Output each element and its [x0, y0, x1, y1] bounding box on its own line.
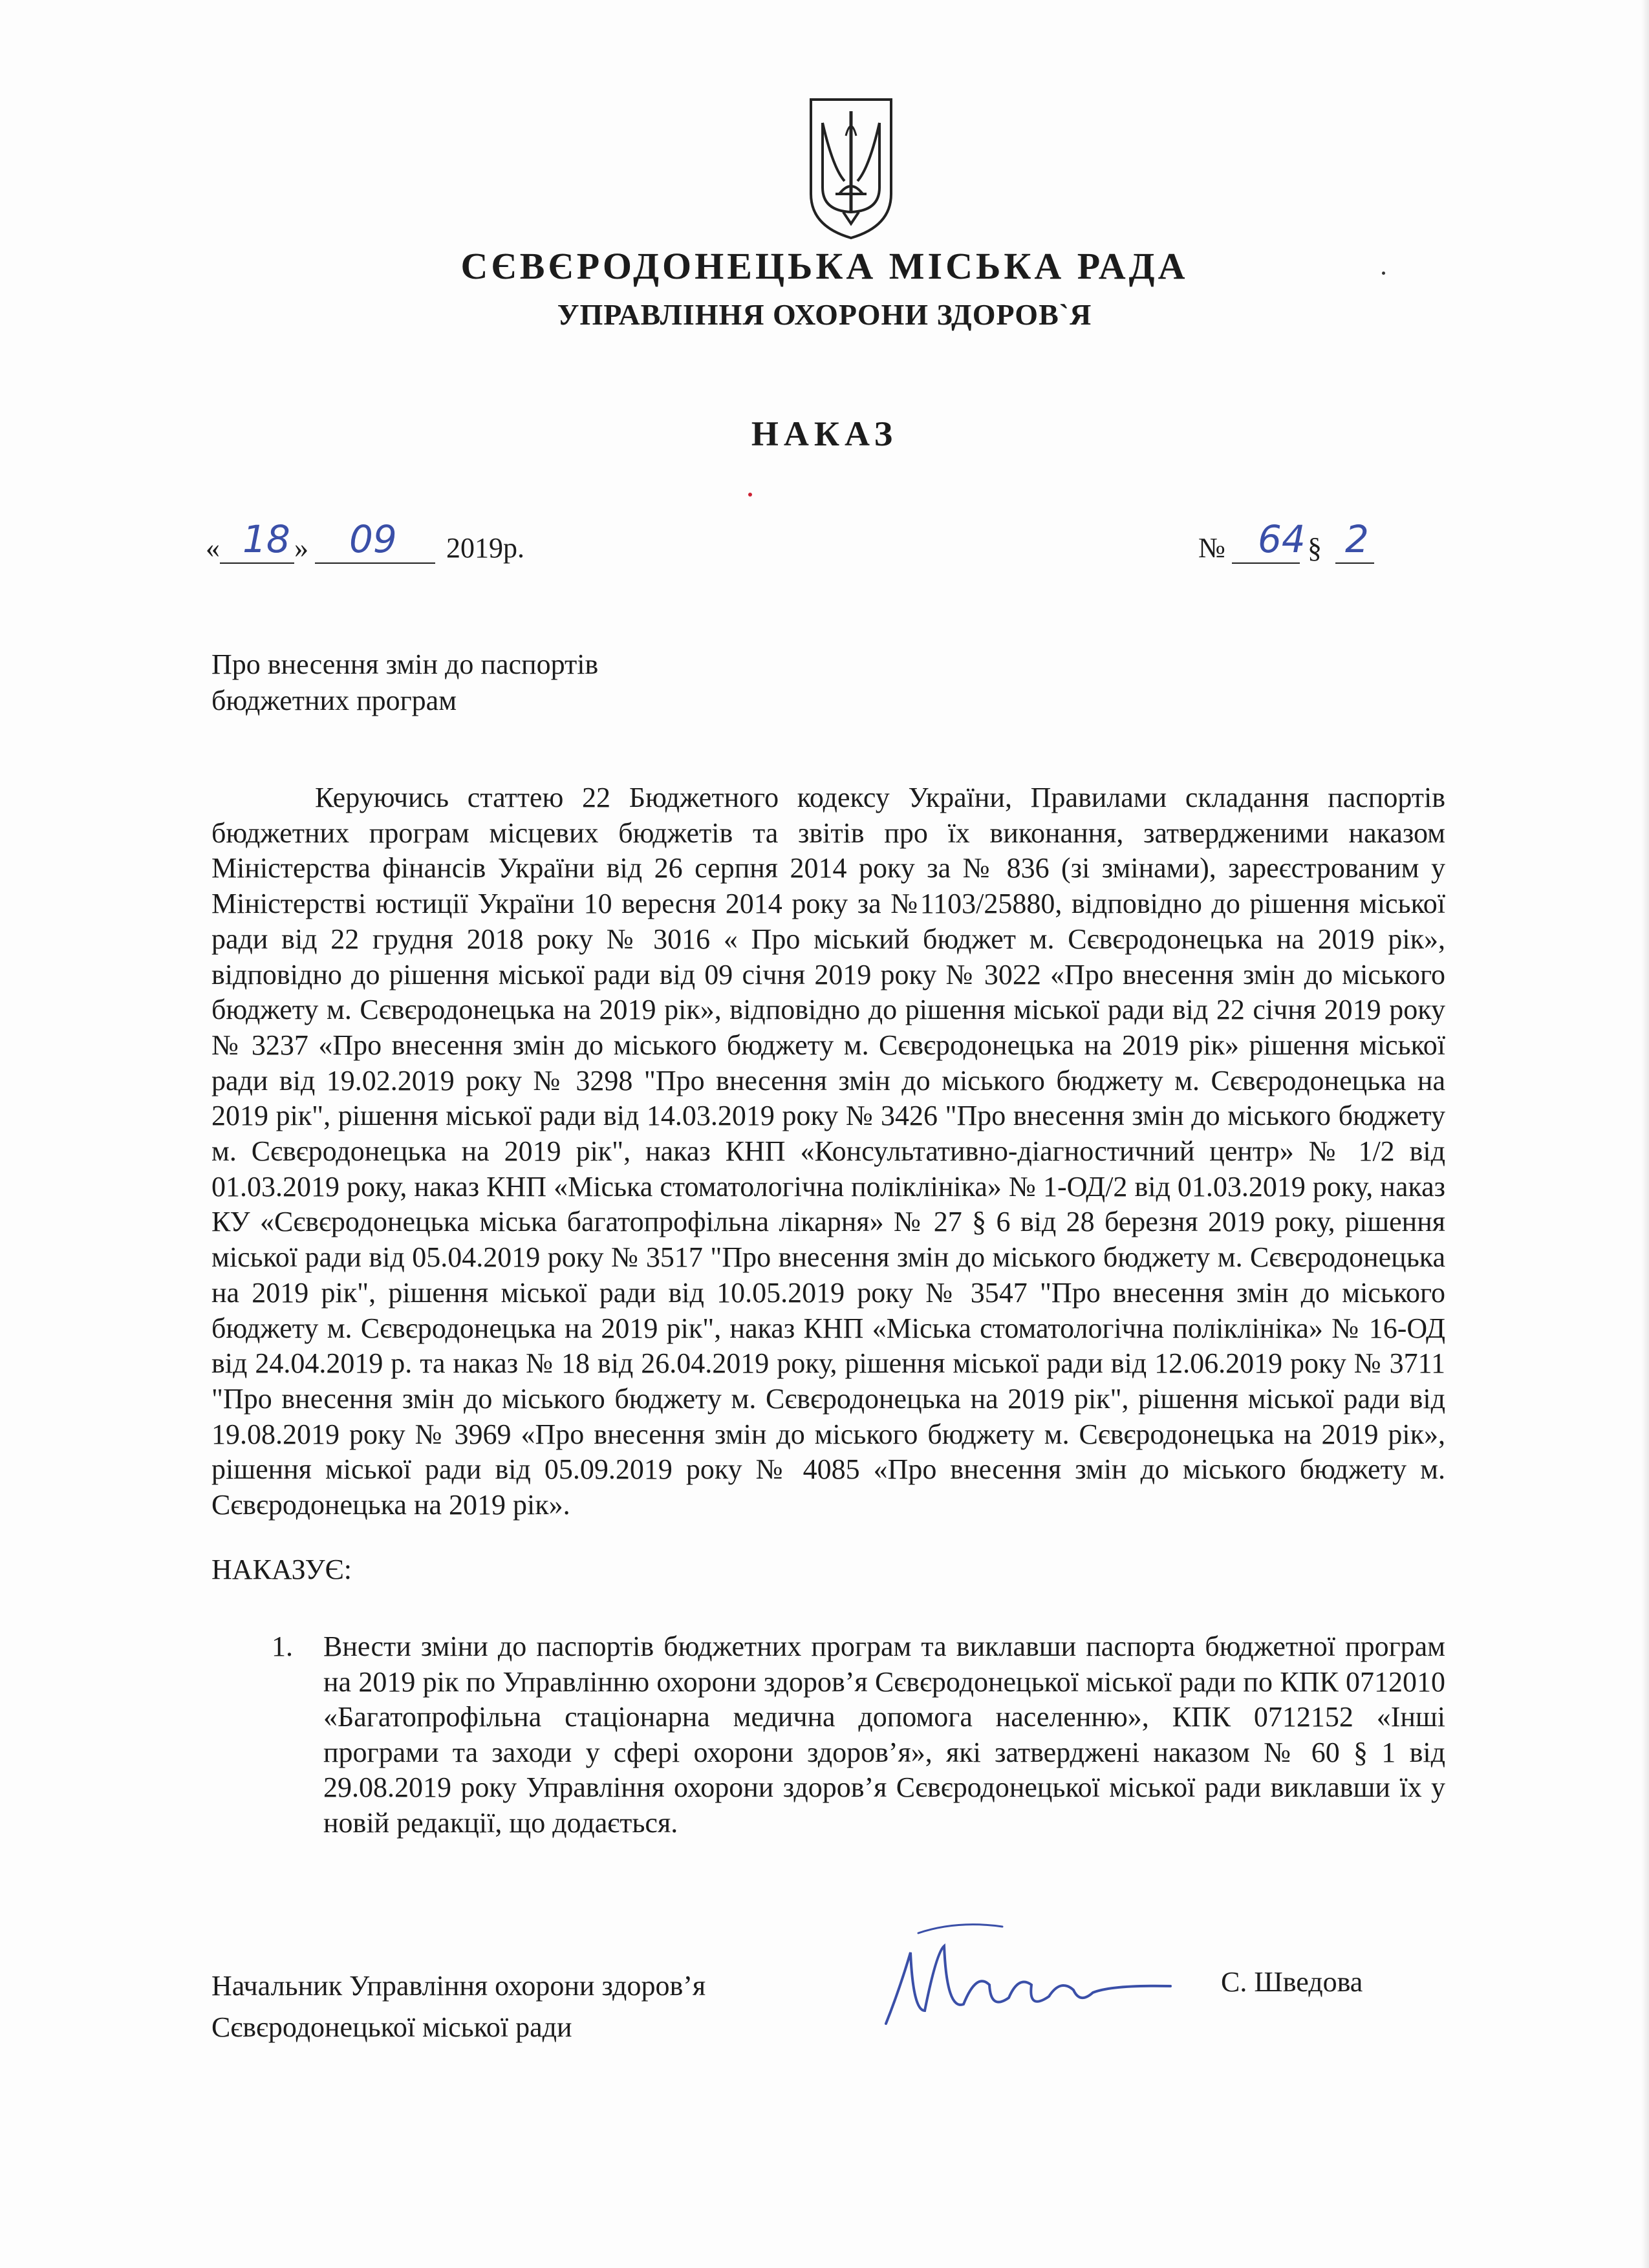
order-label: НАКАЗУЄ: [211, 1554, 352, 1585]
document-type: НАКАЗ [751, 414, 898, 453]
order-number-underline [1232, 562, 1300, 564]
section-number-underline [1335, 562, 1374, 564]
date-day-handwritten: 18 [242, 517, 290, 561]
order-item [272, 1629, 1445, 1841]
order-item-text: Внести зміни до паспортів бюджетних програм та виклавши паспорта бюджетної програм на 2019 рік по Управлінню охорони здоров’я Сєвєродонецької міської ради по КПК 0712010 «Багатопрофільна стаціонарна медична допомога населенню», КПК 0712152 «Інші програми та заходи у сфері охорони здоров’я», які затверджені наказом № 60 § 1 від 29.08.2019 року Управління охорони здоров’я Сєвєродонецької міської ради виклавши їх у новій редакції, що додається. [323, 1631, 1445, 1839]
date-day-underline [220, 562, 294, 564]
scan-speck [748, 493, 752, 497]
section-sign: § [1308, 532, 1322, 564]
organization-title: СЄВЄРОДОНЕЦЬКА МІСЬКА РАДА [460, 245, 1189, 287]
order-subject [211, 647, 598, 719]
order-number-handwritten: 64 [1258, 517, 1306, 561]
order-item-number: 1. [272, 1631, 293, 1662]
date-year: 2019р. [446, 532, 524, 564]
subject-line-2: бюджетних програм [211, 685, 457, 716]
scan-speck [1382, 272, 1385, 275]
date-close-quote: » [294, 532, 308, 564]
date-month-handwritten: 09 [349, 517, 397, 561]
position-line-2: Сєвєродонецької міської ради [211, 2011, 572, 2043]
signatory-name: С. Шведова [1221, 1966, 1363, 1998]
date-month-underline [315, 562, 435, 564]
scan-edge-shadow [1641, 0, 1649, 2268]
section-number-handwritten: 2 [1345, 517, 1369, 561]
coat-of-arms-icon [807, 97, 895, 241]
organization-subtitle: УПРАВЛІННЯ ОХОРОНИ ЗДОРОВ`Я [557, 298, 1092, 331]
handwritten-signature [879, 1914, 1177, 2037]
preamble-text [211, 780, 1445, 1523]
signatory-position [211, 1965, 706, 2048]
number-sign: № [1198, 532, 1225, 564]
preamble-paragraph: Керуючись статтею 22 Бюджетного кодексу України, Правилами складання паспортів бюджетних програм місцевих бюджетів та звітів про їх виконання, затвердженими наказом Міністерства фінансів України від 26 серпня 2014 року за № 836 (зі змінами), зареєстрованим у Міністерстві юстиції України 10 вересня 2014 року за №1103/25880, відповідно до рішення міської ради від 22 грудня 2018 року № 3016 « Про міський бюджет м. Сєвєродонецька на 2019 рік», відповідно до рішення міської ради від 09 січня 2019 року № 3022 «Про внесення змін до міського бюджету м. Сєвєродонецька на 2019 рік», відповідно до рішення міської ради від 22 січня 2019 року № 3237 «Про внесення змін до міського бюджету м. Сєвєродонецька на 2019 рік» рішення міської ради від 19.02.2019 року № 3298 "Про внесення змін до міського бюджету м. Сєвєродонецька на 2019 рік", рішення міської ради від 14.03.2019 року № 3426 "Про внесення змін до міського бюджету м. Сєвєродонецька на 2019 рік", наказ КНП «Консультативно-діагностичний центр» № 1/2 від 01.03.2019 року, наказ КНП «Міська стоматологічна поліклініка» № 1-ОД/2 від 01.03.2019 року, наказ КУ «Сєвєродонецька міська багатопрофільна лікарня» № 27 § 6 від 28 березня 2019 року, рішення міської ради від 05.04.2019 року № 3517 "Про внесення змін до міського бюджету м. Сєвєродонецька на 2019 рік", рішення міської ради від 10.05.2019 року № 3547 "Про внесення змін до міського бюджету м. Сєвєродонецька на 2019 рік", наказ КНП «Міська стоматологічна поліклініка» № 16-ОД від 24.04.2019 р. та наказ № 18 від 26.04.2019 року, рішення міської ради від 12.06.2019 року № 3711 "Про внесення змін до міського бюджету м. Сєвєродонецька на 2019 рік", рішення міської ради від 19.08.2019 року № 3969 «Про внесення змін до міського бюджету м. Сєвєродонецька на 2019 рік», рішення міської ради від 05.09.2019 року № 4085 «Про внесення змін до міського бюджету м. Сєвєродонецька на 2019 рік». [211, 782, 1445, 1521]
date-open-quote: « [206, 532, 220, 564]
subject-line-1: Про внесення змін до паспортів [211, 648, 599, 680]
position-line-1: Начальник Управління охорони здоров’я [211, 1970, 706, 2002]
